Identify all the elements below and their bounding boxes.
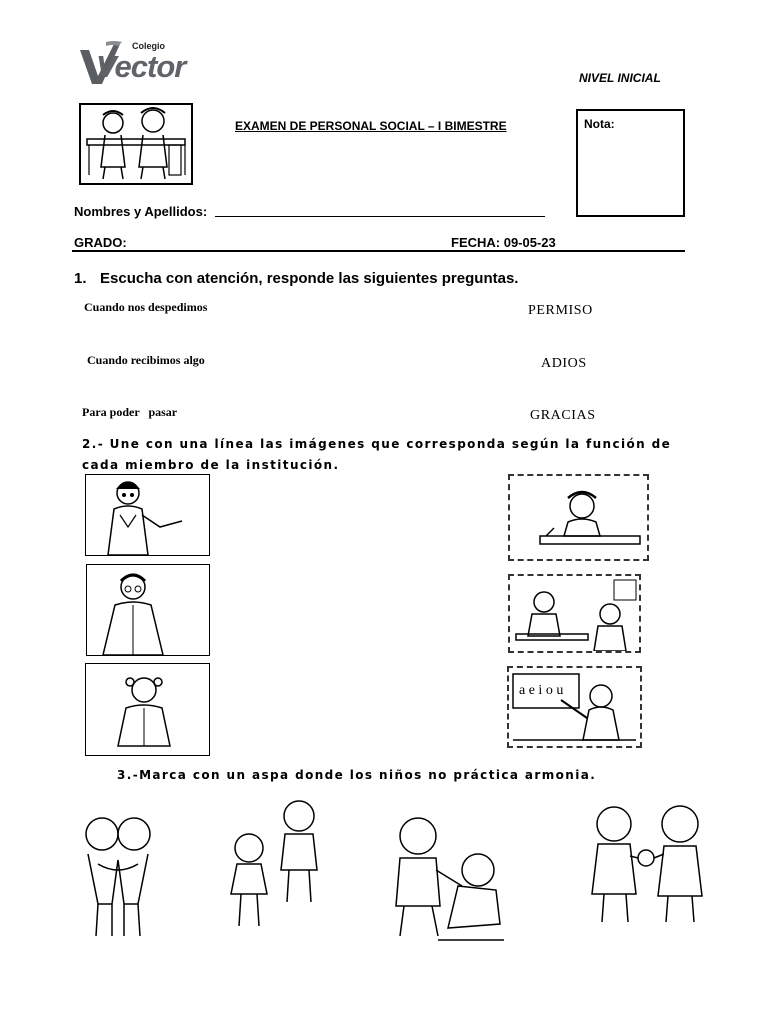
exam-title: EXAMEN DE PERSONAL SOCIAL – I BIMESTRE	[235, 119, 507, 133]
svg-text:a e i o u: a e i o u	[519, 683, 564, 698]
logo-wordmark: Vector	[96, 49, 186, 84]
teacher-at-board-picture[interactable]	[507, 666, 642, 748]
prompt-receive: Cuando recibimos algo	[87, 353, 205, 367]
prompt-goodbye: Cuando nos despedimos	[84, 300, 208, 314]
student-picture[interactable]	[85, 663, 210, 756]
children-playing-illustration	[79, 103, 193, 185]
header-divider	[72, 250, 685, 252]
date-label: FECHA: 09-05-23	[451, 235, 556, 250]
child-pushing-picture[interactable]	[378, 806, 513, 948]
grade-label: GRADO:	[74, 235, 127, 250]
children-talking-picture[interactable]	[215, 790, 340, 930]
children-fighting-over-doll-picture[interactable]	[576, 794, 716, 926]
question-3-heading: 3.-Marca con un aspa donde los niños no práctica armonia.	[117, 768, 597, 782]
teacher-at-desk-picture[interactable]	[508, 574, 641, 653]
teacher-picture[interactable]	[85, 474, 210, 556]
hugging-children-picture[interactable]	[68, 804, 168, 944]
logo-subtitle: Colegio	[132, 41, 165, 51]
question-1-text: Escucha con atención, responde las siguientes preguntas.	[100, 270, 519, 287]
question-2-heading: 2.- Une con una línea las imágenes que corresponda según la función de cada miembro de la institución.	[82, 437, 672, 472]
grade-box-label: Nota:	[584, 117, 615, 131]
director-picture[interactable]	[86, 564, 210, 656]
answer-permiso: PERMISO	[528, 303, 593, 318]
answer-gracias: GRACIAS	[530, 408, 596, 423]
question-1-heading	[74, 270, 518, 287]
question-number: 1.	[74, 270, 87, 287]
name-field[interactable]	[215, 216, 545, 217]
grade-box[interactable]	[576, 109, 685, 217]
school-logo	[76, 40, 200, 88]
answer-adios: ADIOS	[541, 356, 587, 371]
girl-writing-picture[interactable]	[508, 474, 649, 561]
prompt-pass: Para poder pasar	[82, 405, 178, 419]
level-label: NIVEL INICIAL	[579, 71, 661, 85]
name-label: Nombres y Apellidos:	[74, 204, 208, 219]
